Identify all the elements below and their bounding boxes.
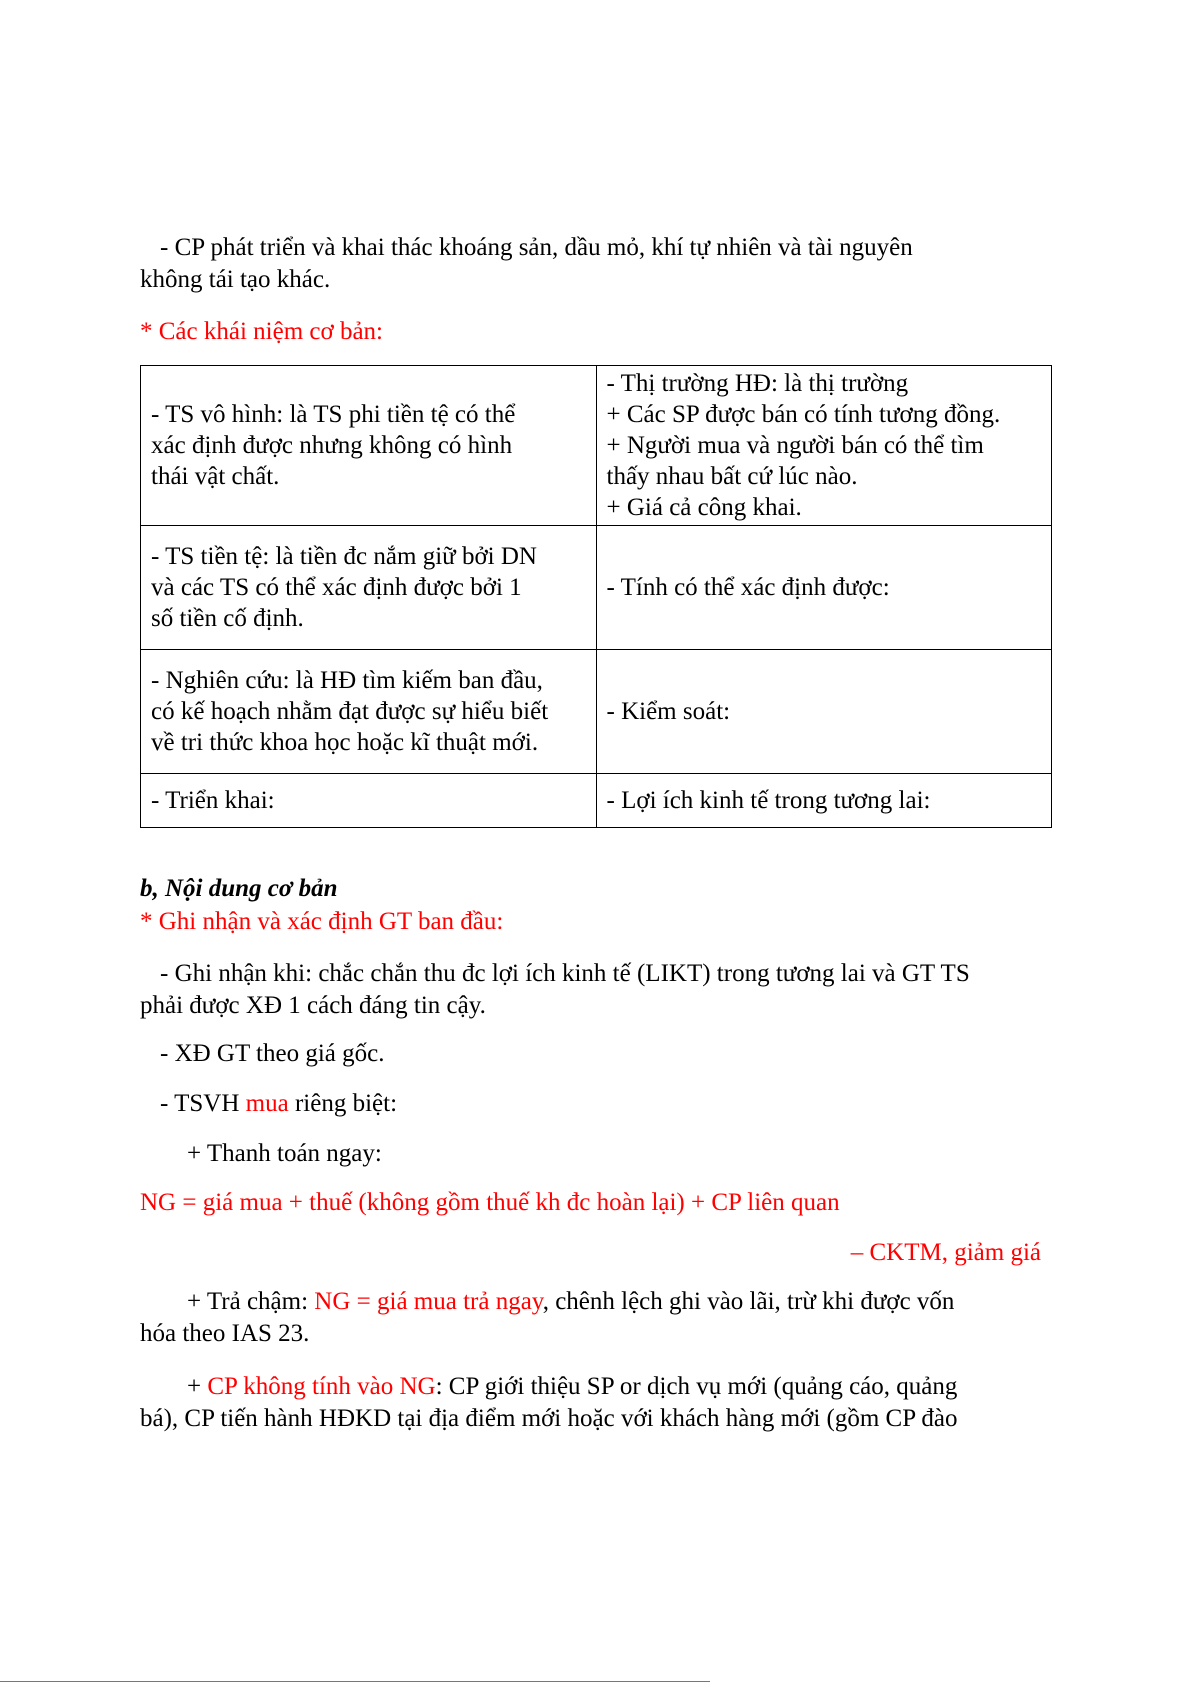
table-cell-right (596, 526, 1052, 650)
recognition-line-2: phải được XĐ 1 cách đáng tin cậy. (140, 992, 486, 1019)
cost-formula-line-1: NG = giá mua + thuế (không gồm thuế kh đc hoàn lại) + CP liên quan (140, 1189, 840, 1216)
separate-suffix: riêng biệt: (288, 1090, 398, 1117)
cell-line: + Các SP được bán có tính tương đồng. (606, 401, 1001, 428)
separate-prefix: - TSVH (160, 1090, 246, 1117)
intro-paragraph (140, 232, 1045, 296)
deferred-payment-paragraph (140, 1286, 1045, 1350)
cell-line: - Lợi ích kinh tế trong tương lai: (606, 787, 931, 814)
deferred-prefix: + Trả chậm: (187, 1288, 315, 1315)
cell-line: - Kiểm soát: (606, 698, 731, 725)
cost-formula-line-2: – CKTM, giảm giá (850, 1239, 1041, 1266)
recognition-line-1: - Ghi nhận khi: chắc chắn thu đc lợi ích kinh tế (LIKT) trong tương lai và GT TS (160, 960, 970, 987)
concepts-table (140, 365, 1052, 828)
table-row (141, 526, 1052, 650)
page-bottom-rule (0, 1681, 710, 1682)
table-cell-left (141, 526, 597, 650)
excluded-red: CP không tính vào NG (207, 1373, 436, 1400)
cell-line: có kế hoạch nhằm đạt được sự hiểu biết (151, 698, 549, 725)
cell-line: thấy nhau bất cứ lúc nào. (606, 463, 858, 490)
table-cell-left (141, 366, 597, 526)
cost-basis-line: - XĐ GT theo giá gốc. (160, 1040, 385, 1067)
cell-line: xác định được nhưng không có hình (151, 432, 513, 459)
table-cell-left (141, 650, 597, 774)
cell-line: - Nghiên cứu: là HĐ tìm kiếm ban đầu, (151, 667, 543, 694)
intro-line-1: - CP phát triển và khai thác khoáng sản, dầu mỏ, khí tự nhiên và tài nguyên (160, 234, 913, 261)
table-cell-right (596, 650, 1052, 774)
deferred-line-2: hóa theo IAS 23. (140, 1320, 310, 1347)
pay-now-line: + Thanh toán ngay: (187, 1140, 382, 1167)
excluded-line-2: bá), CP tiến hành HĐKD tại địa điểm mới hoặc với khách hàng mới (gồm CP đào (140, 1405, 958, 1432)
cell-line: - Thị trường HĐ: là thị trường (606, 370, 909, 397)
cell-line: - TS vô hình: là TS phi tiền tệ có thể (151, 401, 516, 428)
section-b-subheading: * Ghi nhận và xác định GT ban đầu: (140, 908, 504, 935)
table-row (141, 650, 1052, 774)
separate-purchase-line (140, 1088, 1065, 1120)
cell-line: số tiền cố định. (151, 605, 304, 632)
concepts-heading: * Các khái niệm cơ bản: (140, 318, 384, 345)
intro-line-2: không tái tạo khác. (140, 266, 331, 293)
cell-line: - Triển khai: (151, 787, 275, 814)
table-row (141, 366, 1052, 526)
deferred-red: NG = giá mua trả ngay (314, 1288, 543, 1315)
separate-red: mua (245, 1090, 289, 1117)
cell-line: - Tính có thể xác định được: (606, 574, 890, 601)
cell-line: về tri thức khoa học hoặc kĩ thuật mới. (151, 729, 539, 756)
cell-line: + Giá cả công khai. (606, 494, 802, 521)
section-b-title: b, Nội dung cơ bản (140, 875, 338, 902)
deferred-suffix: , chênh lệch ghi vào lãi, trừ khi được vốn (542, 1288, 955, 1315)
excluded-costs-paragraph (140, 1371, 1045, 1435)
cell-line: - TS tiền tệ: là tiền đc nắm giữ bởi DN (151, 543, 537, 570)
table-cell-right (596, 366, 1052, 526)
recognition-paragraph (140, 958, 1045, 1022)
cell-line: thái vật chất. (151, 463, 280, 490)
cell-line: + Người mua và người bán có thể tìm (606, 432, 984, 459)
excluded-suffix: : CP giới thiệu SP or dịch vụ mới (quảng cáo, quảng (435, 1373, 958, 1400)
excluded-prefix: + (187, 1373, 208, 1400)
table-cell-left (141, 774, 597, 828)
table-row (141, 774, 1052, 828)
cell-line: và các TS có thể xác định được bởi 1 (151, 574, 522, 601)
table-cell-right (596, 774, 1052, 828)
